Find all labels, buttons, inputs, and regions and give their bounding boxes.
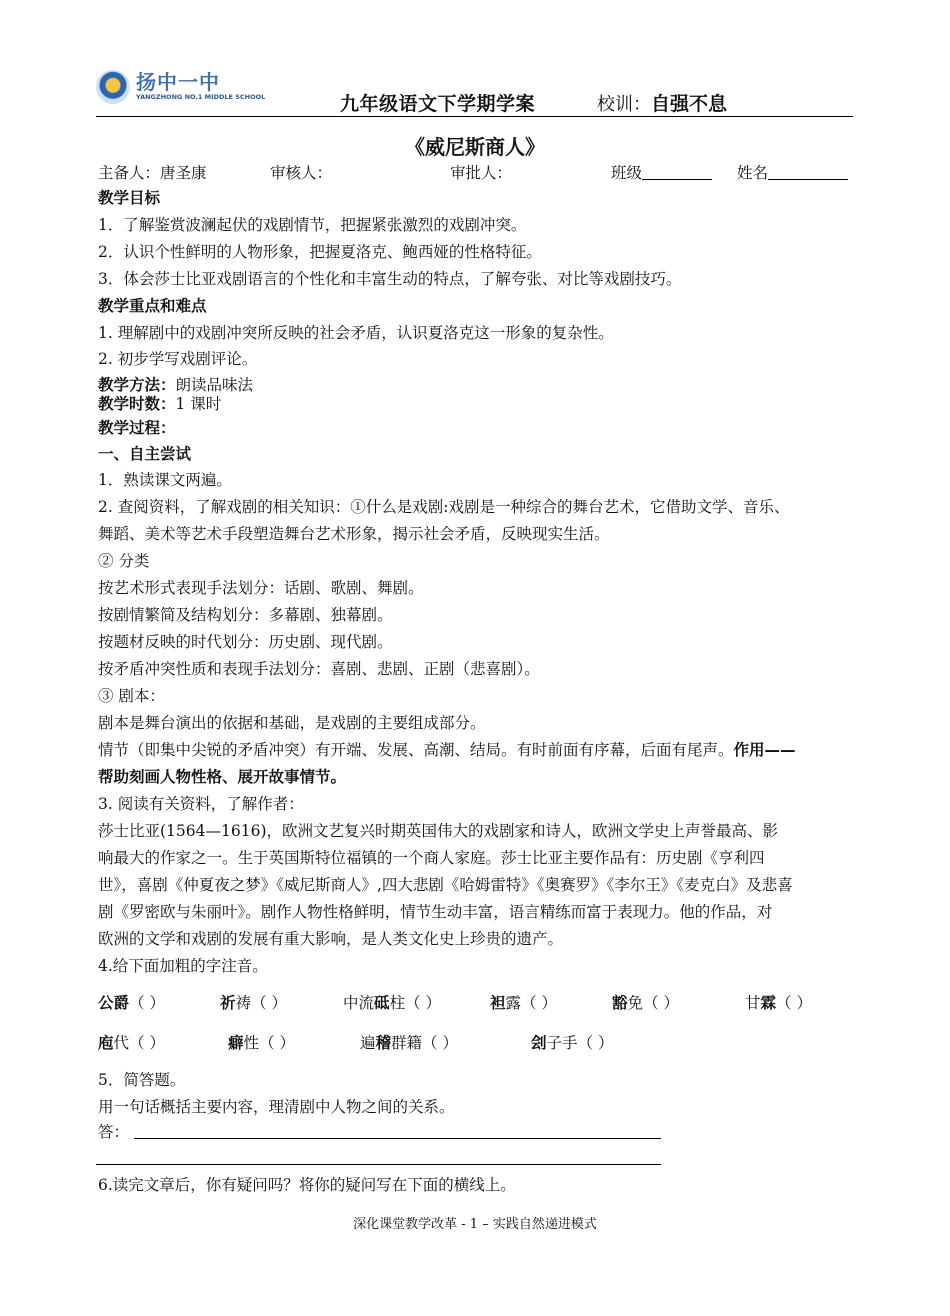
classification-item: 按题材反映的时代划分：历史剧、现代剧。: [98, 633, 393, 651]
class-field[interactable]: [611, 161, 712, 183]
school-seal-icon: [96, 70, 130, 104]
plot-text-bold: 作用——: [733, 741, 796, 759]
key-point-item: 2. 初步学写戏剧评论。: [98, 350, 258, 368]
pinyin-item[interactable]: 公爵（ ）: [98, 993, 165, 1012]
question-5-heading: 5．简答题。: [98, 1071, 186, 1089]
logo-name-cn: 扬中一中: [136, 70, 220, 94]
pinyin-item[interactable]: 豁免（ ）: [612, 993, 679, 1012]
goal-item: 3．体会莎士比亚戏剧语言的个性化和丰富生动的特点，了解夸张、对比等戏剧技巧。: [98, 270, 682, 288]
teaching-method: [98, 375, 253, 395]
section-heading-self-study: 一、自主尝试: [98, 445, 192, 463]
teaching-hours: [98, 394, 221, 414]
school-motto: [597, 89, 727, 116]
pinyin-item[interactable]: 袒露（ ）: [490, 993, 557, 1012]
logo-name-en: YANGZHONG NO.1 MIDDLE SCHOOL: [136, 93, 266, 101]
name-label: 姓名: [737, 164, 769, 182]
task-item: 2. 查阅资料，了解戏剧的相关知识：①什么是戏剧:戏剧是一种综合的舞台艺术，它借助文学、音乐、: [98, 498, 790, 516]
document-title: 九年级语文下学期学案: [340, 93, 536, 115]
answer-label: 答：: [98, 1123, 130, 1141]
task-item: 1．熟读课文两遍。: [98, 471, 232, 489]
hours-label: 教学时数：: [98, 395, 176, 413]
classification-item: 按艺术形式表现手法划分：话剧、歌剧、舞剧。: [98, 579, 424, 597]
answer-line[interactable]: [96, 1164, 661, 1165]
task-item-continued: 舞蹈、美术等艺术手段塑造舞台艺术形象，揭示社会矛盾，反映现实生活。: [98, 525, 610, 543]
goal-item: 1．了解鉴赏波澜起伏的戏剧情节，把握紧张激烈的戏剧冲突。: [98, 216, 527, 234]
author-text: 莎士比亚(1564—1616)，欧洲文艺复兴时期英国伟大的戏剧家和诗人，欧洲文学史上声誉最高、影: [98, 822, 778, 840]
question-6-prompt: 6.读完文章后，你有疑问吗？将你的疑问写在下面的横线上。: [98, 1176, 516, 1194]
preparer: 主备人：唐圣康: [98, 164, 207, 182]
pinyin-item[interactable]: 癖性（ ）: [228, 1033, 295, 1052]
plot-text-bold-continued: 帮助刻画人物性格、展开故事情节。: [98, 768, 347, 786]
name-blank[interactable]: [768, 164, 848, 180]
school-logo: [96, 66, 266, 110]
classification-item: 按矛盾冲突性质和表现手法划分：喜剧、悲剧、正剧（悲喜剧）。: [98, 660, 540, 678]
motto-label: 校训：: [597, 94, 651, 115]
reviewer: 审核人：: [270, 164, 333, 182]
approver: 审批人：: [450, 164, 513, 182]
pinyin-item[interactable]: 甘霖（ ）: [745, 993, 812, 1012]
motto-value: 自强不息: [651, 93, 728, 115]
question-5-prompt: 用一句话概括主要内容，理清剧中人物之间的关系。: [98, 1098, 455, 1116]
hours-value: 1 课时: [175, 395, 222, 413]
plot-text: [98, 740, 796, 760]
goal-item: 2．认识个性鲜明的人物形象，把握夏洛克、鲍西娅的性格特征。: [98, 243, 542, 261]
page-footer: 深化课堂教学改革 - 1 – 实践自然递进模式: [353, 1217, 597, 1232]
method-label: 教学方法：: [98, 376, 176, 394]
answer-line[interactable]: [134, 1138, 661, 1139]
author-text: 欧洲的文学和戏剧的发展有重大影响，是人类文化史上珍贵的遗产。: [98, 930, 564, 948]
author-text: 剧《罗密欧与朱丽叶》。剧作人物性格鲜明，情节生动丰富，语言精练而富于表现力。他的作品，对: [98, 903, 773, 921]
name-field[interactable]: [737, 161, 848, 183]
plot-text-plain: 情节（即集中尖锐的矛盾冲突）有开端、发展、高潮、结局。有时前面有序幕，后面有尾声。: [98, 741, 734, 759]
pinyin-task-heading: 4.给下面加粗的字注音。: [98, 957, 268, 975]
author-heading: 3. 阅读有关资料，了解作者：: [98, 795, 304, 813]
section-heading-goals: 教学目标: [98, 189, 161, 207]
pinyin-item[interactable]: 祈祷（ ）: [220, 993, 287, 1012]
header-divider: [96, 116, 853, 117]
author-text: 响最大的作家之一。生于英国斯特位福镇的一个商人家庭。莎士比亚主要作品有：历史剧《亨利四: [98, 849, 765, 867]
pinyin-item[interactable]: 遍稽群籍（ ）: [360, 1033, 458, 1052]
section-heading-process: 教学过程：: [98, 419, 176, 437]
pinyin-item[interactable]: 中流砥柱（ ）: [343, 993, 441, 1012]
script-heading: ③ 剧本：: [98, 687, 165, 705]
lesson-title: 《威尼斯商人》: [405, 135, 545, 159]
author-text: 世》，喜剧《仲夏夜之梦》《威尼斯商人》,四大悲剧《哈姆雷特》《奥赛罗》《李尔王》《麦克白》及悲喜: [98, 876, 793, 894]
pinyin-item[interactable]: 刽子手（ ）: [531, 1033, 614, 1052]
classification-heading: ② 分类: [98, 552, 150, 570]
class-blank[interactable]: [642, 164, 712, 180]
key-point-item: 1. 理解剧中的戏剧冲突所反映的社会矛盾，认识夏洛克这一形象的复杂性。: [98, 324, 614, 342]
script-text: 剧本是舞台演出的依据和基础，是戏剧的主要组成部分。: [98, 714, 486, 732]
method-value: 朗读品味法: [175, 376, 254, 394]
classification-item: 按剧情繁简及结构划分：多幕剧、独幕剧。: [98, 606, 393, 624]
section-heading-key-points: 教学重点和难点: [98, 297, 207, 315]
pinyin-item[interactable]: 庖代（ ）: [98, 1033, 165, 1052]
class-label: 班级: [611, 164, 643, 182]
